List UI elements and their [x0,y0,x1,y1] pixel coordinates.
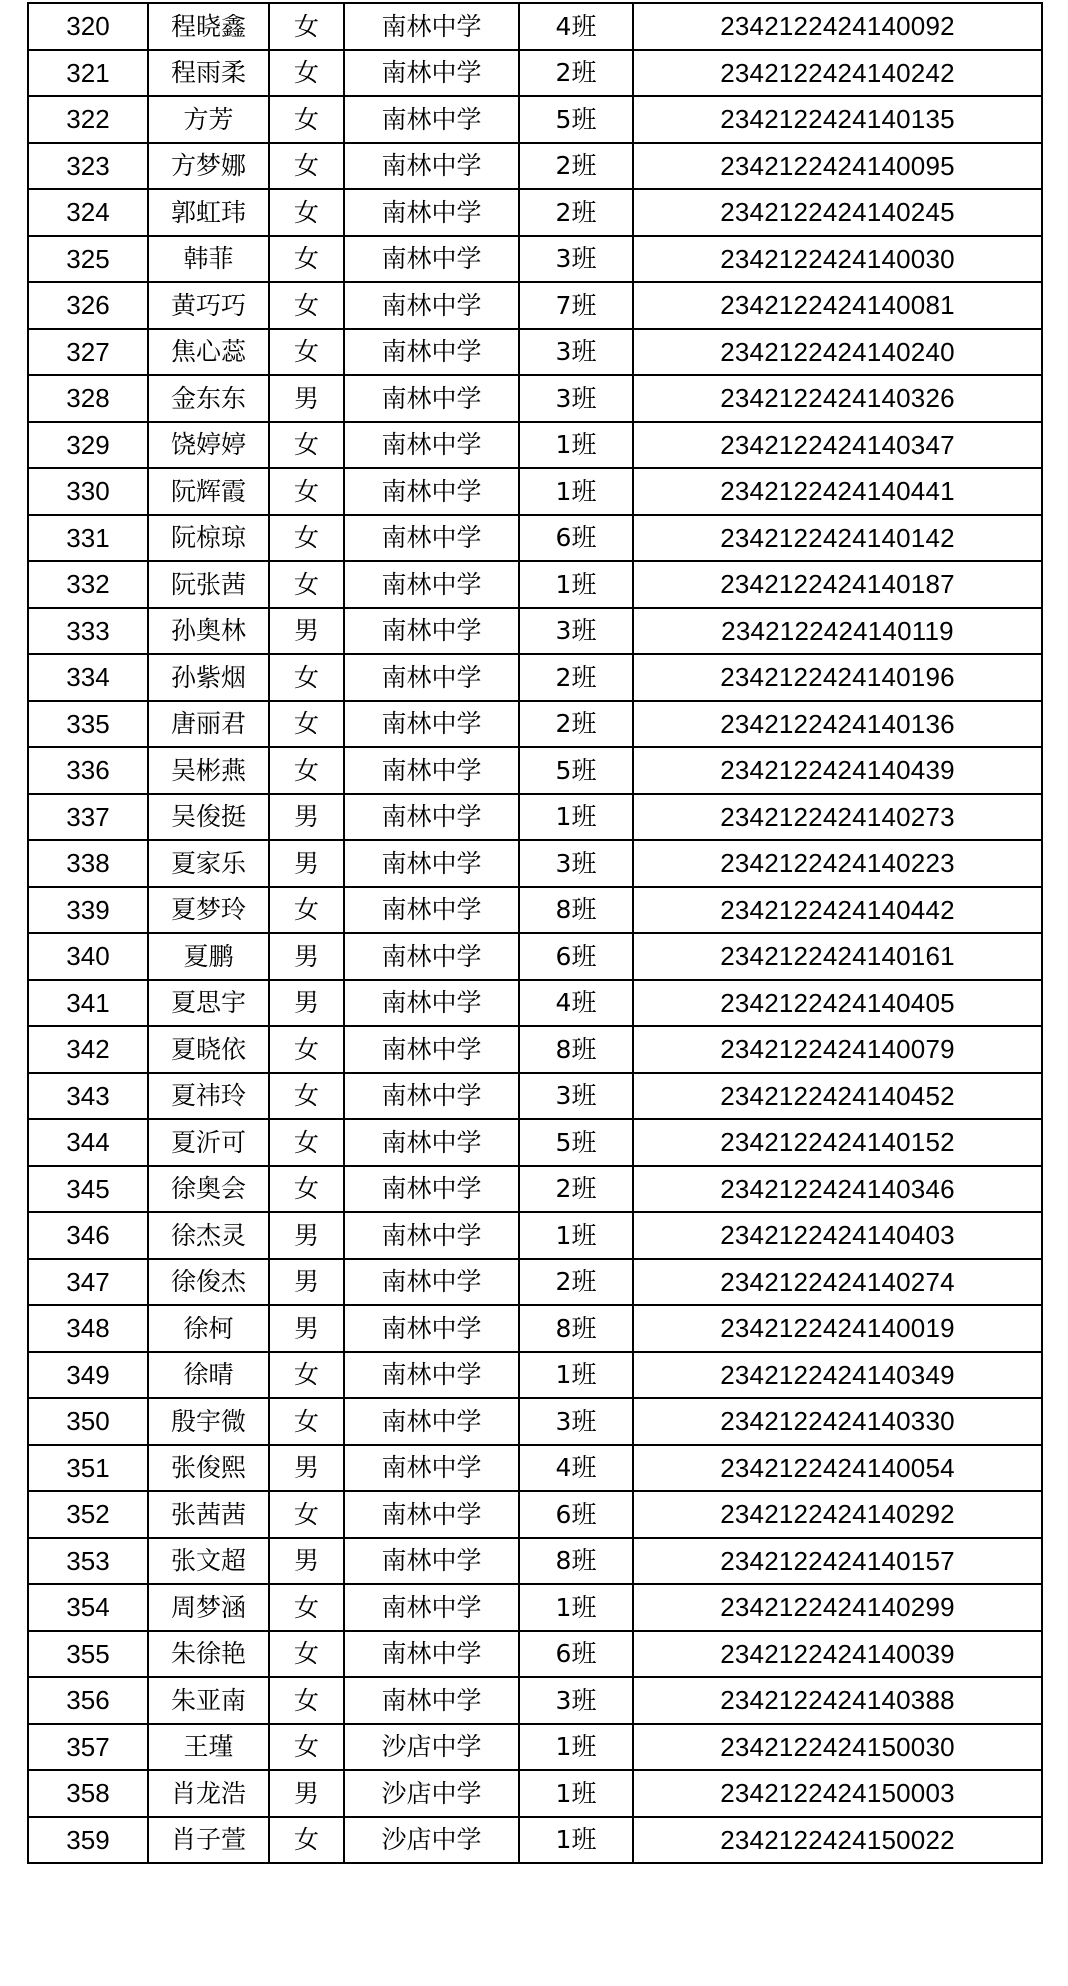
student-list-table [27,2,1043,1864]
cell-registration-number: 2342122424140442 [633,887,1042,934]
cell-gender: 女 [269,1724,344,1771]
cell-school: 南林中学 [344,375,519,422]
cell-gender: 女 [269,1677,344,1724]
cell-class: 5班 [519,1119,633,1166]
cell-school: 南林中学 [344,1352,519,1399]
cell-number: 343 [28,1073,148,1120]
cell-name: 夏沂可 [148,1119,269,1166]
cell-gender: 女 [269,701,344,748]
cell-gender: 女 [269,329,344,376]
table-row [28,747,1042,794]
cell-class: 6班 [519,1491,633,1538]
cell-registration-number: 2342122424140240 [633,329,1042,376]
cell-name: 阮辉霞 [148,468,269,515]
cell-name: 夏梦玲 [148,887,269,934]
cell-name: 朱亚南 [148,1677,269,1724]
cell-gender: 男 [269,794,344,841]
cell-number: 330 [28,468,148,515]
cell-gender: 男 [269,608,344,655]
cell-gender: 男 [269,1770,344,1817]
cell-school: 南林中学 [344,1026,519,1073]
cell-name: 吴俊挺 [148,794,269,841]
cell-registration-number: 2342122424140349 [633,1352,1042,1399]
cell-number: 352 [28,1491,148,1538]
cell-class: 6班 [519,515,633,562]
cell-gender: 女 [269,1491,344,1538]
cell-class: 6班 [519,933,633,980]
table-row [28,887,1042,934]
cell-number: 321 [28,50,148,97]
cell-number: 328 [28,375,148,422]
cell-number: 324 [28,189,148,236]
cell-gender: 女 [269,468,344,515]
cell-registration-number: 2342122424140136 [633,701,1042,748]
cell-number: 355 [28,1631,148,1678]
cell-registration-number: 2342122424140019 [633,1305,1042,1352]
table-row [28,3,1042,50]
table-row [28,329,1042,376]
cell-class: 3班 [519,329,633,376]
cell-name: 焦心蕊 [148,329,269,376]
cell-registration-number: 2342122424140452 [633,1073,1042,1120]
table-row [28,143,1042,190]
table-row [28,1166,1042,1213]
cell-number: 351 [28,1445,148,1492]
cell-gender: 女 [269,1026,344,1073]
cell-registration-number: 2342122424140346 [633,1166,1042,1213]
cell-number: 322 [28,96,148,143]
cell-name: 孙紫烟 [148,654,269,701]
cell-name: 周梦涵 [148,1584,269,1631]
cell-name: 韩菲 [148,236,269,283]
cell-class: 3班 [519,608,633,655]
cell-registration-number: 2342122424140441 [633,468,1042,515]
cell-registration-number: 2342122424140299 [633,1584,1042,1631]
table-row [28,980,1042,1027]
table-row [28,1073,1042,1120]
cell-number: 357 [28,1724,148,1771]
cell-school: 南林中学 [344,608,519,655]
cell-registration-number: 2342122424140157 [633,1538,1042,1585]
cell-number: 347 [28,1259,148,1306]
cell-class: 2班 [519,143,633,190]
cell-name: 肖子萱 [148,1817,269,1864]
cell-registration-number: 2342122424150022 [633,1817,1042,1864]
cell-registration-number: 2342122424140092 [633,3,1042,50]
cell-name: 阮张茜 [148,561,269,608]
cell-class: 1班 [519,1584,633,1631]
cell-number: 354 [28,1584,148,1631]
cell-class: 2班 [519,50,633,97]
table-row [28,189,1042,236]
cell-class: 5班 [519,96,633,143]
cell-name: 张俊熙 [148,1445,269,1492]
cell-gender: 男 [269,933,344,980]
cell-school: 南林中学 [344,1259,519,1306]
cell-school: 沙店中学 [344,1724,519,1771]
cell-gender: 女 [269,1352,344,1399]
cell-number: 331 [28,515,148,562]
table-row [28,1817,1042,1864]
cell-number: 334 [28,654,148,701]
cell-registration-number: 2342122424140152 [633,1119,1042,1166]
cell-school: 沙店中学 [344,1817,519,1864]
cell-number: 340 [28,933,148,980]
cell-class: 1班 [519,1352,633,1399]
cell-class: 5班 [519,747,633,794]
cell-name: 方梦娜 [148,143,269,190]
cell-school: 南林中学 [344,654,519,701]
cell-number: 356 [28,1677,148,1724]
cell-class: 1班 [519,468,633,515]
cell-registration-number: 2342122424140326 [633,375,1042,422]
cell-name: 郭虹玮 [148,189,269,236]
cell-gender: 男 [269,1212,344,1259]
cell-school: 南林中学 [344,1445,519,1492]
cell-gender: 女 [269,887,344,934]
cell-gender: 女 [269,1631,344,1678]
cell-gender: 男 [269,1538,344,1585]
cell-school: 南林中学 [344,143,519,190]
cell-number: 345 [28,1166,148,1213]
cell-class: 3班 [519,840,633,887]
cell-number: 326 [28,282,148,329]
cell-number: 338 [28,840,148,887]
cell-class: 7班 [519,282,633,329]
cell-registration-number: 2342122424140273 [633,794,1042,841]
cell-class: 3班 [519,236,633,283]
cell-class: 4班 [519,3,633,50]
cell-name: 王瑾 [148,1724,269,1771]
cell-school: 南林中学 [344,1631,519,1678]
table-row [28,608,1042,655]
table-row [28,840,1042,887]
cell-school: 南林中学 [344,933,519,980]
cell-gender: 女 [269,1166,344,1213]
cell-name: 黄巧巧 [148,282,269,329]
cell-school: 南林中学 [344,329,519,376]
cell-number: 339 [28,887,148,934]
table-row [28,282,1042,329]
table-body [28,3,1042,1863]
cell-gender: 女 [269,515,344,562]
cell-gender: 女 [269,1817,344,1864]
cell-class: 4班 [519,980,633,1027]
cell-number: 350 [28,1398,148,1445]
cell-number: 323 [28,143,148,190]
cell-name: 徐柯 [148,1305,269,1352]
cell-school: 南林中学 [344,747,519,794]
cell-school: 南林中学 [344,236,519,283]
cell-school: 南林中学 [344,1305,519,1352]
cell-class: 8班 [519,1305,633,1352]
cell-gender: 女 [269,96,344,143]
cell-registration-number: 2342122424140223 [633,840,1042,887]
cell-school: 南林中学 [344,980,519,1027]
cell-registration-number: 2342122424140242 [633,50,1042,97]
cell-registration-number: 2342122424140347 [633,422,1042,469]
cell-school: 南林中学 [344,794,519,841]
cell-school: 南林中学 [344,96,519,143]
table-row [28,1770,1042,1817]
cell-class: 4班 [519,1445,633,1492]
cell-class: 2班 [519,1259,633,1306]
table-row [28,794,1042,841]
cell-school: 南林中学 [344,1491,519,1538]
cell-name: 徐晴 [148,1352,269,1399]
cell-name: 夏思宇 [148,980,269,1027]
table-row [28,50,1042,97]
cell-school: 南林中学 [344,468,519,515]
cell-class: 6班 [519,1631,633,1678]
cell-name: 吴彬燕 [148,747,269,794]
cell-gender: 女 [269,747,344,794]
cell-registration-number: 2342122424140039 [633,1631,1042,1678]
cell-gender: 女 [269,236,344,283]
cell-class: 3班 [519,1677,633,1724]
cell-class: 1班 [519,1212,633,1259]
table-row [28,701,1042,748]
cell-school: 南林中学 [344,1166,519,1213]
cell-registration-number: 2342122424140330 [633,1398,1042,1445]
table-row [28,1491,1042,1538]
cell-class: 1班 [519,794,633,841]
table-row [28,561,1042,608]
cell-registration-number: 2342122424140095 [633,143,1042,190]
cell-name: 徐奥会 [148,1166,269,1213]
cell-name: 程雨柔 [148,50,269,97]
cell-number: 329 [28,422,148,469]
cell-gender: 女 [269,422,344,469]
cell-number: 348 [28,1305,148,1352]
cell-gender: 女 [269,654,344,701]
cell-name: 肖龙浩 [148,1770,269,1817]
cell-registration-number: 2342122424140388 [633,1677,1042,1724]
cell-class: 2班 [519,701,633,748]
cell-registration-number: 2342122424140030 [633,236,1042,283]
cell-registration-number: 2342122424140292 [633,1491,1042,1538]
cell-gender: 男 [269,1259,344,1306]
cell-name: 唐丽君 [148,701,269,748]
cell-class: 1班 [519,1724,633,1771]
cell-gender: 女 [269,50,344,97]
cell-gender: 女 [269,189,344,236]
cell-gender: 女 [269,3,344,50]
cell-registration-number: 2342122424140135 [633,96,1042,143]
cell-number: 325 [28,236,148,283]
cell-gender: 男 [269,980,344,1027]
cell-gender: 女 [269,561,344,608]
cell-class: 1班 [519,1817,633,1864]
table-row [28,654,1042,701]
cell-class: 2班 [519,654,633,701]
cell-class: 2班 [519,1166,633,1213]
cell-registration-number: 2342122424140405 [633,980,1042,1027]
table-row [28,468,1042,515]
table-row [28,1352,1042,1399]
cell-name: 夏晓依 [148,1026,269,1073]
table-row [28,1212,1042,1259]
cell-registration-number: 2342122424140142 [633,515,1042,562]
cell-name: 夏祎玲 [148,1073,269,1120]
cell-number: 358 [28,1770,148,1817]
cell-school: 南林中学 [344,1073,519,1120]
cell-school: 南林中学 [344,1119,519,1166]
cell-school: 南林中学 [344,1584,519,1631]
table-row [28,933,1042,980]
table-row [28,96,1042,143]
cell-school: 南林中学 [344,50,519,97]
table-row [28,1259,1042,1306]
cell-number: 320 [28,3,148,50]
cell-class: 1班 [519,1770,633,1817]
table-row [28,1538,1042,1585]
cell-number: 349 [28,1352,148,1399]
table-row [28,422,1042,469]
cell-school: 南林中学 [344,189,519,236]
cell-school: 南林中学 [344,1677,519,1724]
cell-registration-number: 2342122424150030 [633,1724,1042,1771]
cell-class: 8班 [519,887,633,934]
cell-class: 3班 [519,1398,633,1445]
cell-school: 沙店中学 [344,1770,519,1817]
cell-registration-number: 2342122424140187 [633,561,1042,608]
cell-class: 3班 [519,375,633,422]
cell-class: 8班 [519,1538,633,1585]
cell-gender: 男 [269,1305,344,1352]
cell-school: 南林中学 [344,840,519,887]
table-row [28,515,1042,562]
cell-gender: 男 [269,840,344,887]
cell-school: 南林中学 [344,1398,519,1445]
cell-number: 341 [28,980,148,1027]
cell-name: 饶婷婷 [148,422,269,469]
cell-name: 夏鹏 [148,933,269,980]
cell-number: 333 [28,608,148,655]
table-row [28,1724,1042,1771]
cell-gender: 女 [269,1073,344,1120]
cell-registration-number: 2342122424140079 [633,1026,1042,1073]
cell-number: 335 [28,701,148,748]
cell-gender: 女 [269,1119,344,1166]
cell-school: 南林中学 [344,1538,519,1585]
cell-class: 1班 [519,422,633,469]
cell-school: 南林中学 [344,422,519,469]
cell-gender: 女 [269,1398,344,1445]
cell-class: 8班 [519,1026,633,1073]
cell-name: 孙奥林 [148,608,269,655]
cell-gender: 女 [269,143,344,190]
cell-registration-number: 2342122424150003 [633,1770,1042,1817]
cell-school: 南林中学 [344,515,519,562]
cell-name: 殷宇微 [148,1398,269,1445]
cell-name: 夏家乐 [148,840,269,887]
cell-number: 337 [28,794,148,841]
table-row [28,1677,1042,1724]
cell-class: 3班 [519,1073,633,1120]
cell-school: 南林中学 [344,3,519,50]
cell-class: 1班 [519,561,633,608]
cell-name: 阮椋琼 [148,515,269,562]
table-row [28,1398,1042,1445]
cell-name: 程晓鑫 [148,3,269,50]
cell-name: 张文超 [148,1538,269,1585]
table-row [28,1305,1042,1352]
table-row [28,1584,1042,1631]
cell-number: 336 [28,747,148,794]
cell-school: 南林中学 [344,887,519,934]
table-row [28,1026,1042,1073]
cell-registration-number: 2342122424140054 [633,1445,1042,1492]
cell-class: 2班 [519,189,633,236]
cell-number: 346 [28,1212,148,1259]
cell-school: 南林中学 [344,561,519,608]
cell-registration-number: 2342122424140081 [633,282,1042,329]
cell-number: 359 [28,1817,148,1864]
cell-number: 344 [28,1119,148,1166]
cell-registration-number: 2342122424140403 [633,1212,1042,1259]
table-row [28,375,1042,422]
table-row [28,1445,1042,1492]
cell-registration-number: 2342122424140274 [633,1259,1042,1306]
cell-number: 327 [28,329,148,376]
cell-registration-number: 2342122424140119 [633,608,1042,655]
cell-number: 332 [28,561,148,608]
cell-registration-number: 2342122424140439 [633,747,1042,794]
table-row [28,1119,1042,1166]
cell-gender: 女 [269,282,344,329]
table-row [28,236,1042,283]
cell-gender: 男 [269,1445,344,1492]
cell-number: 342 [28,1026,148,1073]
cell-registration-number: 2342122424140245 [633,189,1042,236]
cell-gender: 女 [269,1584,344,1631]
cell-school: 南林中学 [344,701,519,748]
cell-name: 方芳 [148,96,269,143]
cell-school: 南林中学 [344,1212,519,1259]
cell-name: 徐俊杰 [148,1259,269,1306]
cell-name: 张茜茜 [148,1491,269,1538]
cell-registration-number: 2342122424140161 [633,933,1042,980]
cell-name: 金东东 [148,375,269,422]
cell-registration-number: 2342122424140196 [633,654,1042,701]
cell-name: 徐杰灵 [148,1212,269,1259]
cell-name: 朱徐艳 [148,1631,269,1678]
cell-number: 353 [28,1538,148,1585]
table-row [28,1631,1042,1678]
cell-school: 南林中学 [344,282,519,329]
cell-gender: 男 [269,375,344,422]
